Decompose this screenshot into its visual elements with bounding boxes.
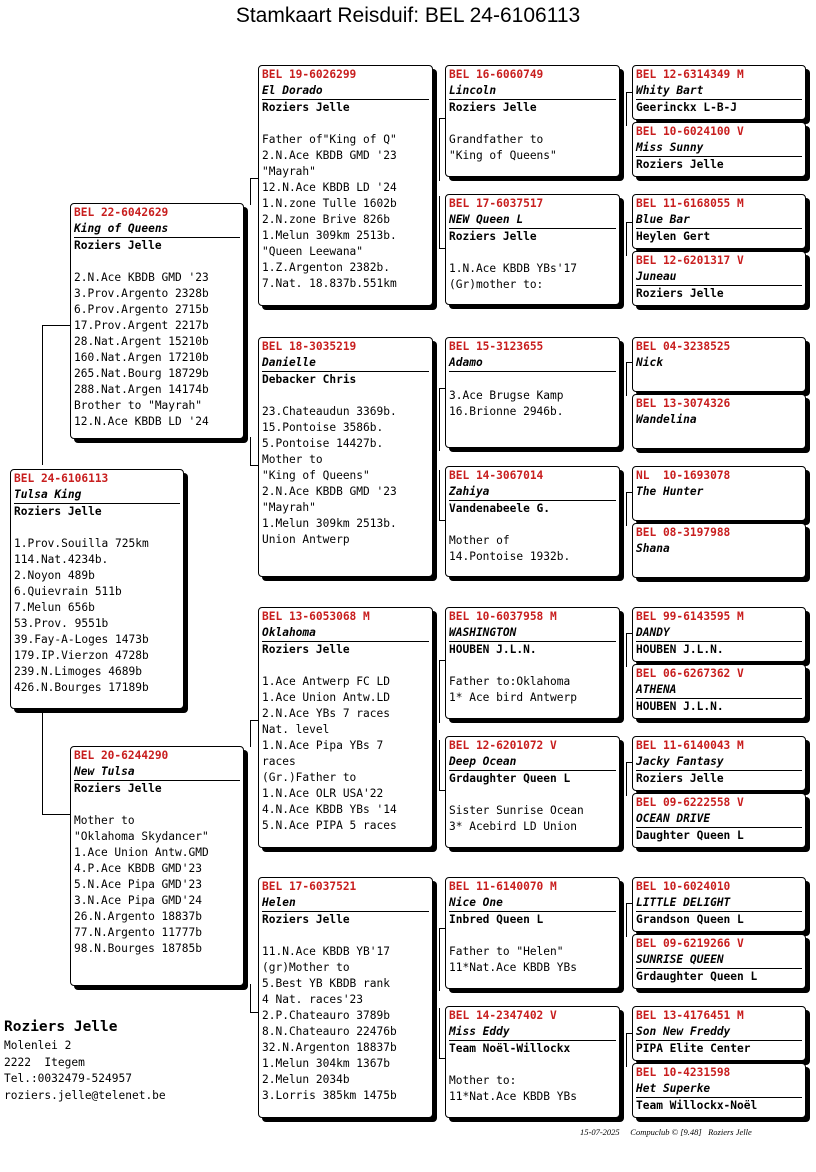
- performance-line: Union Antwerp: [262, 533, 350, 546]
- pigeon-card-g3[interactable]: [632, 194, 806, 249]
- owner: Daughter Queen L: [636, 829, 744, 842]
- performance-line: 2.N.Ace KBDB GMD '23: [262, 485, 397, 498]
- performance-list: [449, 116, 616, 164]
- pigeon-name: Helen: [262, 895, 429, 912]
- pigeon-name: NEW Queen L: [449, 212, 616, 229]
- owner: Vandenabeele G.: [449, 502, 551, 515]
- ring-number: NL 10-1693078: [636, 469, 731, 482]
- connector: [250, 178, 251, 205]
- performance-list: [74, 254, 240, 430]
- performance-line: [449, 787, 616, 803]
- pigeon-card-g12[interactable]: [632, 793, 806, 848]
- breeder-street: Molenlei 2: [4, 1039, 72, 1052]
- performance-line: [449, 928, 616, 944]
- connector: [42, 325, 43, 465]
- performance-line: 12.N.Ace KBDB LD '24: [74, 415, 209, 428]
- connector: [42, 712, 43, 814]
- pigeon-card-g1[interactable]: [632, 65, 806, 120]
- performance-line: Father to:Oklahoma: [449, 675, 571, 688]
- ring-number: BEL 24-6106113: [14, 472, 109, 485]
- connector: [626, 762, 627, 796]
- performance-line: Mother to:: [449, 1074, 517, 1087]
- ring-number: BEL 09-6219266 V: [636, 937, 744, 950]
- performance-line: 53.Prov. 9551b: [14, 617, 109, 630]
- performance-line: 11*Nat.Ace KBDB YBs: [449, 1090, 577, 1103]
- performance-line: (Gr.)Father to: [262, 771, 357, 784]
- performance-line: 16.Brionne 2946b.: [449, 405, 564, 418]
- performance-line: [262, 658, 429, 674]
- performance-line: 1.N.Ace Pipa YBs 7: [262, 739, 384, 752]
- ring-number: BEL 06-6267362 V: [636, 667, 744, 680]
- owner: Roziers Jelle: [262, 101, 350, 114]
- pigeon-card-ffm[interactable]: [445, 194, 620, 305]
- performance-line: 1.Melun 304km 1367b: [262, 1057, 390, 1070]
- pigeon-name: OCEAN DRIVE: [636, 811, 802, 828]
- connector: [626, 1033, 627, 1067]
- performance-line: [262, 116, 429, 132]
- performance-line: Mother of: [449, 534, 510, 547]
- connector: [626, 903, 627, 937]
- pigeon-name: Miss Eddy: [449, 1024, 616, 1041]
- pigeon-card-g14[interactable]: [632, 934, 806, 989]
- connector: [439, 740, 440, 790]
- owner: Heylen Gert: [636, 230, 711, 243]
- owner: Roziers Jelle: [262, 643, 350, 656]
- pigeon-card-g6[interactable]: [632, 394, 806, 449]
- ring-number: BEL 08-3197988: [636, 526, 731, 539]
- owner: HOUBEN J.L.N.: [636, 700, 724, 713]
- performance-line: [449, 1057, 616, 1073]
- performance-line: [449, 517, 616, 533]
- connector: [250, 1012, 258, 1013]
- pigeon-name: New Tulsa: [74, 764, 240, 781]
- connector: [250, 984, 251, 1012]
- pigeon-name: ATHENA: [636, 682, 802, 699]
- pigeon-card-g10[interactable]: [632, 664, 806, 719]
- owner: Inbred Queen L: [449, 913, 544, 926]
- pigeon-name: Juneau: [636, 269, 802, 286]
- performance-line: 1.Ace Union Antw.LD: [262, 691, 390, 704]
- owner: Roziers Jelle: [636, 772, 724, 785]
- pigeon-card-g8[interactable]: [632, 523, 806, 578]
- ring-number: BEL 12-6201072 V: [449, 739, 557, 752]
- performance-line: 26.N.Argento 18837b: [74, 910, 202, 923]
- performance-line: 2.N.Ace KBDB GMD '23: [262, 149, 397, 162]
- performance-line: 1.Melun 309km 2513b.: [262, 229, 397, 242]
- owner: Grdaughter Queen L: [636, 970, 758, 983]
- pigeon-name: Jacky Fantasy: [636, 754, 802, 771]
- owner: HOUBEN J.L.N.: [449, 643, 537, 656]
- ring-number: BEL 16-6060749: [449, 68, 544, 81]
- pigeon-name: Blue Bar: [636, 212, 802, 229]
- performance-line: 3.Prov.Argento 2328b: [74, 287, 209, 300]
- connector: [626, 92, 627, 126]
- owner: Roziers Jelle: [262, 913, 350, 926]
- performance-line: 4.N.Ace KBDB YBs '14: [262, 803, 397, 816]
- ring-number: BEL 11-6140070 M: [449, 880, 557, 893]
- performance-line: 14.Pontoise 1932b.: [449, 550, 571, 563]
- performance-list: [449, 787, 616, 835]
- ring-number: BEL 14-2347402 V: [449, 1009, 557, 1022]
- pigeon-card-mf[interactable]: [258, 607, 433, 848]
- performance-line: Nat. level: [262, 723, 330, 736]
- pigeon-name: WASHINGTON: [449, 625, 616, 642]
- owner: Geerinckx L-B-J: [636, 101, 738, 114]
- performance-line: 265.Nat.Bourg 18729b: [74, 367, 209, 380]
- pigeon-name: Miss Sunny: [636, 140, 802, 157]
- connector: [439, 470, 440, 520]
- performance-line: 32.N.Argenton 18837b: [262, 1041, 397, 1054]
- ring-number: BEL 17-6037521: [262, 880, 357, 893]
- performance-line: 179.IP.Vierzon 4728b: [14, 649, 149, 662]
- pigeon-card-fmm[interactable]: [445, 466, 620, 577]
- connector: [626, 492, 627, 526]
- performance-line: [262, 928, 429, 944]
- pigeon-name: LITTLE DELIGHT: [636, 895, 802, 912]
- pigeon-name: Het Superke: [636, 1081, 802, 1098]
- performance-line: 39.Fay-A-Loges 1473b: [14, 633, 149, 646]
- performance-line: 2.N.zone Brive 826b: [262, 213, 390, 226]
- ring-number: BEL 09-6222558 V: [636, 796, 744, 809]
- performance-line: 1.Z.Argenton 2382b.: [262, 261, 390, 274]
- pigeon-name: Nick: [636, 356, 663, 369]
- owner: Team Willockx-Noël: [636, 1099, 758, 1112]
- performance-line: "Mayrah": [262, 501, 316, 514]
- ring-number: BEL 12-6201317 V: [636, 254, 744, 267]
- performance-line: 3.N.Ace Pipa GMD'24: [74, 894, 202, 907]
- pigeon-card-mother[interactable]: [70, 746, 244, 986]
- pigeon-name: Deep Ocean: [449, 754, 616, 771]
- performance-list: [449, 372, 616, 420]
- breeder-phone: Tel.:0032479-524957: [4, 1072, 132, 1085]
- ring-number: BEL 11-6140043 M: [636, 739, 744, 752]
- pigeon-card-main[interactable]: [10, 469, 184, 709]
- performance-list: [262, 388, 429, 548]
- pigeon-card-mm[interactable]: [258, 877, 433, 1118]
- print-date: 15-07-2025: [580, 1127, 620, 1137]
- performance-line: [449, 245, 616, 261]
- performance-line: "King of Queens": [262, 469, 370, 482]
- performance-list: [262, 658, 429, 834]
- performance-line: 2.N.Ace YBs 7 races: [262, 707, 390, 720]
- pigeon-card-fm[interactable]: [258, 337, 433, 577]
- performance-list: [449, 658, 616, 706]
- ring-number: BEL 22-6042629: [74, 206, 169, 219]
- performance-line: 6.Prov.Argento 2715b: [74, 303, 209, 316]
- performance-line: 77.N.Argento 11777b: [74, 926, 202, 939]
- performance-line: Father of"King of Q": [262, 133, 397, 146]
- performance-line: 160.Nat.Argen 17210b: [74, 351, 209, 364]
- ring-number: BEL 13-6053068 M: [262, 610, 370, 623]
- performance-line: 28.Nat.Argent 15210b: [74, 335, 209, 348]
- performance-line: 1.Prov.Souilla 725km: [14, 537, 149, 550]
- ring-number: BEL 10-4231598: [636, 1066, 731, 1079]
- connector: [439, 118, 440, 181]
- performance-line: 2.Noyon 489b: [14, 569, 95, 582]
- owner: Roziers Jelle: [74, 782, 162, 795]
- performance-list: [74, 797, 240, 957]
- connector: [250, 178, 258, 179]
- performance-line: "Queen Leewana": [262, 245, 364, 258]
- performance-line: 5.Pontoise 14427b.: [262, 437, 384, 450]
- breeder-city: 2222 Itegem: [4, 1055, 85, 1069]
- pigeon-card-fmf[interactable]: [445, 337, 620, 448]
- performance-line: Mother to: [262, 453, 323, 466]
- performance-line: Father to "Helen": [449, 945, 564, 958]
- owner: Roziers Jelle: [14, 505, 102, 518]
- performance-line: 5.N.Ace PIPA 5 races: [262, 819, 397, 832]
- performance-line: 5.N.Ace Pipa GMD'23: [74, 878, 202, 891]
- ring-number: BEL 17-6037517: [449, 197, 544, 210]
- performance-line: 288.Nat.Argen 14174b: [74, 383, 209, 396]
- ring-number: BEL 11-6168055 M: [636, 197, 744, 210]
- performance-list: [262, 928, 429, 1104]
- owner: Team Noël-Willockx: [449, 1042, 571, 1055]
- pigeon-name: Nice One: [449, 895, 616, 912]
- performance-line: (gr)Mother to: [262, 961, 350, 974]
- pigeon-card-g2[interactable]: [632, 122, 806, 177]
- performance-line: 1* Ace bird Antwerp: [449, 691, 577, 704]
- performance-line: 1.Ace Antwerp FC LD: [262, 675, 390, 688]
- performance-line: 7.Melun 656b: [14, 601, 95, 614]
- owner: Roziers Jelle: [74, 239, 162, 252]
- owner: Roziers Jelle: [636, 158, 724, 171]
- performance-line: 1.Ace Union Antw.GMD: [74, 846, 209, 859]
- performance-line: 7.Nat. 18.837b.551km: [262, 277, 397, 290]
- performance-line: 4.P.Ace KBDB GMD'23: [74, 862, 202, 875]
- ring-number: BEL 99-6143595 M: [636, 610, 744, 623]
- performance-line: 2.N.Ace KBDB GMD '23: [74, 271, 209, 284]
- owner: Roziers Jelle: [636, 287, 724, 300]
- performance-line: 1.N.zone Tulle 1602b: [262, 197, 397, 210]
- ring-number: BEL 12-6314349 M: [636, 68, 744, 81]
- pigeon-card-mmm[interactable]: [445, 1006, 620, 1118]
- pigeon-name: Adamo: [449, 355, 616, 372]
- pigeon-card-g16[interactable]: [632, 1063, 806, 1118]
- connector: [439, 928, 440, 991]
- performance-line: "Mayrah": [262, 165, 316, 178]
- performance-line: 1.Melun 309km 2513b.: [262, 517, 397, 530]
- performance-list: [262, 116, 429, 292]
- owner: Grdaughter Queen L: [449, 772, 571, 785]
- performance-line: [74, 254, 240, 270]
- connector: [250, 465, 258, 466]
- ring-number: BEL 19-6026299: [262, 68, 357, 81]
- performance-line: 17.Prov.Argent 2217b: [74, 319, 209, 332]
- performance-list: [449, 928, 616, 976]
- performance-line: (Gr)mother to:: [449, 278, 544, 291]
- pigeon-card-g13[interactable]: [632, 877, 806, 932]
- performance-line: 3.Ace Brugse Kamp: [449, 389, 564, 402]
- pigeon-card-mfm[interactable]: [445, 736, 620, 848]
- owner: HOUBEN J.L.N.: [636, 643, 724, 656]
- pigeon-name: The Hunter: [636, 485, 704, 498]
- performance-line: 239.N.Limoges 4689b: [14, 665, 142, 678]
- pigeon-name: Lincoln: [449, 83, 616, 100]
- breeder-info: [4, 1016, 166, 1104]
- ring-number: BEL 15-3123655: [449, 340, 544, 353]
- pigeon-card-ff[interactable]: [258, 65, 433, 306]
- pigeon-name: Whity Bart: [636, 83, 802, 100]
- performance-line: Brother to "Mayrah": [74, 399, 202, 412]
- performance-line: [449, 372, 616, 388]
- performance-line: 6.Quievrain 511b: [14, 585, 122, 598]
- performance-line: 11*Nat.Ace KBDB YBs: [449, 961, 577, 974]
- performance-line: 15.Pontoise 3586b.: [262, 421, 384, 434]
- breeder-name: Roziers Jelle: [4, 1019, 118, 1035]
- ring-number: BEL 13-3074326: [636, 397, 731, 410]
- ring-number: BEL 20-6244290: [74, 749, 169, 762]
- ring-number: BEL 04-3238525: [636, 340, 731, 353]
- connector: [626, 362, 627, 396]
- performance-line: [449, 658, 616, 674]
- performance-list: [14, 520, 180, 696]
- software-credit: Compuclub © [9.48]: [630, 1127, 702, 1137]
- pigeon-name: DANDY: [636, 625, 802, 642]
- pigeon-name: El Dorado: [262, 83, 429, 100]
- pigeon-name: Shana: [636, 542, 670, 555]
- performance-line: 4 Nat. races'23: [262, 993, 364, 1006]
- pigeon-card-g9[interactable]: [632, 607, 806, 662]
- performance-line: [14, 520, 180, 536]
- connector: [250, 720, 251, 747]
- performance-line: 426.N.Bourges 17189b: [14, 681, 149, 694]
- owner: Roziers Jelle: [449, 101, 537, 114]
- ring-number: BEL 10-6037958 M: [449, 610, 557, 623]
- performance-line: 23.Chateaudun 3369b.: [262, 405, 397, 418]
- performance-line: 114.Nat.4234b.: [14, 553, 109, 566]
- pigeon-card-father[interactable]: [70, 203, 244, 439]
- pigeon-name: SUNRISE QUEEN: [636, 952, 802, 969]
- performance-line: 3.Lorris 385km 1475b: [262, 1089, 397, 1102]
- connector: [42, 325, 70, 326]
- performance-line: "Oklahoma Skydancer": [74, 830, 209, 843]
- page-title: Stamkaart Reisduif: BEL 24-6106113: [235, 4, 581, 27]
- performance-line: Mother to: [74, 814, 135, 827]
- performance-line: 2.Melun 2034b: [262, 1073, 350, 1086]
- pigeon-card-fff[interactable]: [445, 65, 620, 177]
- ring-number: BEL 10-6024010: [636, 880, 731, 893]
- pigeon-name: Wandelina: [636, 413, 697, 426]
- pigeon-card-mmf[interactable]: [445, 877, 620, 989]
- performance-line: [74, 797, 240, 813]
- pigeon-name: Oklahoma: [262, 625, 429, 642]
- connector: [250, 720, 258, 721]
- connector: [42, 814, 70, 815]
- pigeon-card-g4[interactable]: [632, 251, 806, 306]
- pigeon-name: Danielle: [262, 355, 429, 372]
- performance-line: [449, 116, 616, 132]
- connector: [439, 388, 440, 451]
- pigeon-card-g15[interactable]: [632, 1006, 806, 1061]
- ring-number: BEL 13-4176451 M: [636, 1009, 744, 1022]
- pigeon-card-g7[interactable]: [632, 466, 806, 521]
- performance-list: [449, 1057, 616, 1105]
- breeder-email: roziers.jelle@telenet.be: [4, 1088, 166, 1102]
- performance-line: 11.N.Ace KBDB YB'17: [262, 945, 390, 958]
- pigeon-name: King of Queens: [74, 221, 240, 238]
- connector: [439, 660, 440, 723]
- ring-number: BEL 18-3035219: [262, 340, 357, 353]
- pigeon-card-g11[interactable]: [632, 736, 806, 791]
- performance-list: [449, 245, 616, 293]
- footer-owner: Roziers Jelle: [708, 1127, 752, 1137]
- performance-line: "King of Queens": [449, 149, 557, 162]
- owner: Roziers Jelle: [449, 230, 537, 243]
- connector: [439, 196, 440, 248]
- performance-line: 2.P.Chateauro 3789b: [262, 1009, 390, 1022]
- performance-line: Sister Sunrise Ocean: [449, 804, 584, 817]
- ring-number: BEL 14-3067014: [449, 469, 544, 482]
- owner: Debacker Chris: [262, 373, 357, 386]
- connector: [626, 633, 627, 667]
- performance-list: [449, 517, 616, 565]
- pigeon-card-mff[interactable]: [445, 607, 620, 719]
- pigeon-card-g5[interactable]: [632, 337, 806, 392]
- connector: [439, 1008, 440, 1058]
- pigeon-name: Zahiya: [449, 484, 616, 501]
- performance-line: [262, 388, 429, 404]
- performance-line: 8.N.Chateauro 22476b: [262, 1025, 397, 1038]
- connector: [626, 222, 627, 256]
- performance-line: 3* Acebird LD Union: [449, 820, 577, 833]
- connector: [250, 437, 251, 465]
- performance-line: 98.N.Bourges 18785b: [74, 942, 202, 955]
- ring-number: BEL 10-6024100 V: [636, 125, 744, 138]
- performance-line: 1.N.Ace KBDB YBs'17: [449, 262, 577, 275]
- pigeon-name: Son New Freddy: [636, 1024, 802, 1041]
- performance-line: 1.N.Ace OLR USA'22: [262, 787, 384, 800]
- performance-line: 12.N.Ace KBDB LD '24: [262, 181, 397, 194]
- pigeon-name: Tulsa King: [14, 487, 180, 504]
- performance-line: races: [262, 755, 296, 768]
- owner: PIPA Elite Center: [636, 1042, 751, 1055]
- footer: [580, 1127, 752, 1137]
- owner: Grandson Queen L: [636, 913, 744, 926]
- performance-line: Grandfather to: [449, 133, 544, 146]
- performance-line: 5.Best YB KBDB rank: [262, 977, 390, 990]
